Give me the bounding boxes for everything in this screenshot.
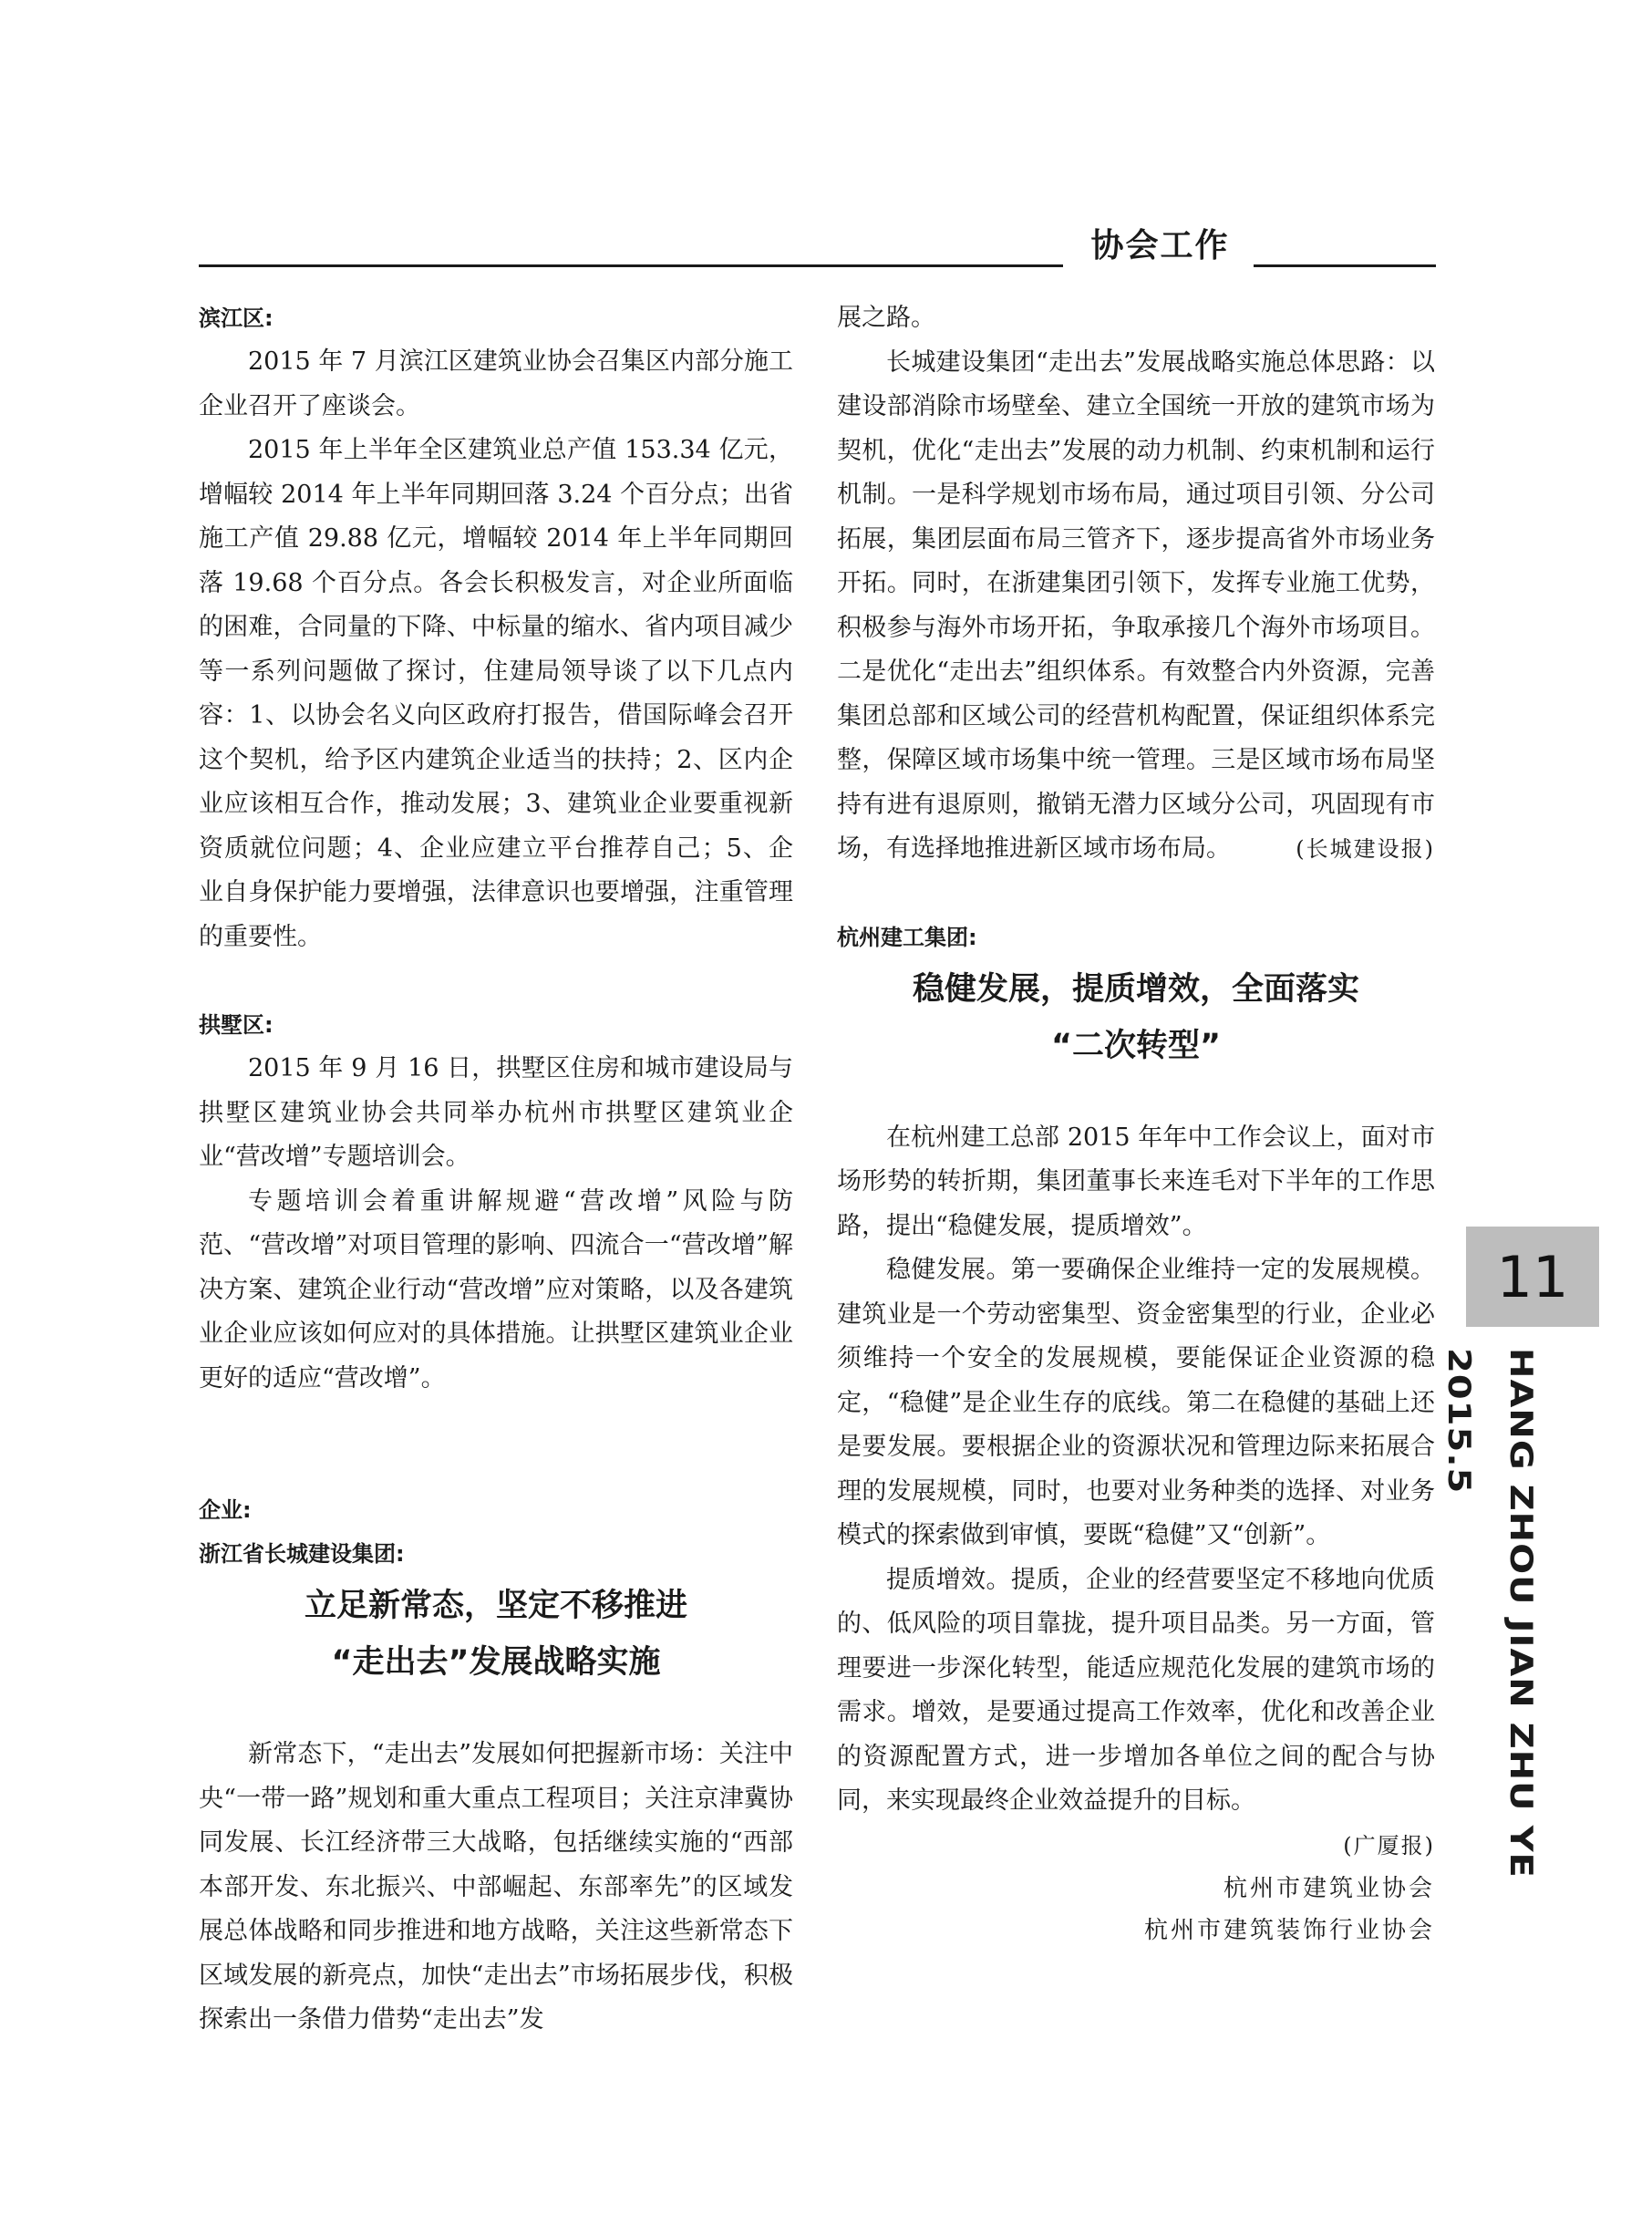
right-column xyxy=(837,296,1435,1952)
gongshu-paragraph-1: 2015 年 9 月 16 日，拱墅区住房和城市建设局与拱墅区建筑业协会共同举办杭州市拱墅区建筑业企业“营改增”专题培训会。 xyxy=(199,1054,793,1171)
binjiang-heading: 滨江区: xyxy=(199,305,274,331)
org-line-1: 杭州市建筑业协会 xyxy=(1223,1875,1435,1902)
jiangong-paragraph-2: 稳健发展。第一要确保企业维持一定的发展规模。建筑业是一个劳动密集型、资金密集型的行业，企业必须维持一个安全的发展规模，要能保证企业资源的稳定，“稳健”是企业生存的底线。第二在稳健的基础上还是要发展。要根据企业的资源状况和管理边际来拓展合理的发展规模，同时，也要对业务种类的选择、对业务模式的探索做到审慎，要既“稳健”又“创新”。 xyxy=(837,1256,1435,1549)
enterprise-heading: 企业: xyxy=(199,1497,252,1523)
jiangong-title-line-1: 稳健发展，提质增效，全面落实 xyxy=(912,970,1359,1008)
section-title: 协会工作 xyxy=(1090,227,1230,264)
header-rule-right xyxy=(1254,264,1436,267)
gongshu-paragraph-2: 专题培训会着重讲解规避“营改增”风险与防范、“营改增”对项目管理的影响、四流合一“营改增”解决方案、建筑企业行动“营改增”应对策略，以及各建筑业企业应该如何应对的具体措施。让拱墅区建筑业企业更好的适应“营改增”。 xyxy=(199,1186,793,1393)
changcheng-paragraph-2-text: 长城建设集团“走出去”发展战略实施总体思路：以建设部消除市场壁垒、建立全国统一开放的建筑市场为契机，优化“走出去”发展的动力机制、约束机制和运行机制。一是科学规划市场布局，通过项目引领、分公司拓展，集团层面布局三管齐下，逐步提高省外市场业务开拓。同时，在浙建集团引领下，发挥专业施工优势，积极参与海外市场开拓，争取承接几个海外市场项目。二是优化“走出去”组织体系。有效整合内外资源，完善集团总部和区域公司的经营机构配置，保证组织体系完整，保障区域市场集中统一管理。三是区域市场布局坚持有进有退原则，撤销无潜力区域分公司，巩固现有市场，有选择地推进新区域市场布局。 xyxy=(837,347,1435,863)
gongshu-heading: 拱墅区: xyxy=(199,1012,274,1038)
changcheng-source: (长城建设报) xyxy=(1296,836,1435,862)
header-rule-left xyxy=(199,264,1063,267)
binjiang-paragraph-2: 2015 年上半年全区建筑业总产值 153.34 亿元，增幅较 2014 年上半年同期回落 3.24 个百分点；出省施工产值 29.88 亿元，增幅较 2014 年上半年同期回落 19.68 个百分点。各会长积极发言，对企业所面临的困难，合同量的下降、中标量的缩水、省内项目减少等一系列问题做了探讨，住建局领导谈了以下几点内容：1、以协会名义向区政府打报告，借国际峰会召开这个契机，给予区内建筑企业适当的扶持；2、区内企业应该相互合作，推动发展；3、建筑业企业要重视新资质就位问题；4、企业应建立平台推荐自己；5、企业自身保护能力要增强，法律意识也要增强，注重管理的重要性。 xyxy=(199,436,793,951)
org-line-2: 杭州市建筑装饰行业协会 xyxy=(1143,1917,1435,1944)
jiangong-heading: 杭州建工集团: xyxy=(837,924,977,950)
binjiang-paragraph-1: 2015 年 7 月滨江区建筑业协会召集区内部分施工企业召开了座谈会。 xyxy=(199,347,793,420)
changcheng-paragraph-1: 新常态下，“走出去”发展如何把握新市场：关注中央“一带一路”规划和重大重点工程项目；关注京津冀协同发展、长江经济带三大战略，包括继续实施的“西部本部开发、东北振兴、中部崛起、东部率先”的区域发展总体战略和同步推进和地方战略，关注这些新常态下区域发展的新亮点，加快“走出去”市场拓展步伐，积极探索出一条借力借势“走出去”发 xyxy=(199,1740,793,2034)
page-number-tab: 11 xyxy=(1466,1227,1599,1327)
left-column xyxy=(199,296,793,2043)
jiangong-title-line-2: “二次转型” xyxy=(1050,1027,1221,1064)
changcheng-title-line-2: “走出去”发展战略实施 xyxy=(331,1644,661,1681)
jiangong-paragraph-3: 提质增效。提质，企业的经营要坚定不移地向优质的、低风险的项目靠拢，提升项目品类。另一方面，管理要进一步深化转型，能适应规范化发展的建筑市场的需求。增效，是要通过提高工作效率，优化和改善企业的资源配置方式，进一步增加各单位之间的配合与协同，来实现最终企业效益提升的目标。 xyxy=(837,1565,1435,1815)
changcheng-heading: 浙江省长城建设集团: xyxy=(199,1541,405,1567)
jiangong-paragraph-1: 在杭州建工总部 2015 年年中工作会议上，面对市场形势的转折期，集团董事长来连毛对下半年的工作思路，提出“稳健发展，提质增效”。 xyxy=(837,1123,1435,1240)
jiangong-source: (广厦报) xyxy=(1343,1832,1435,1858)
changcheng-title-line-1: 立足新常态，坚定不移推进 xyxy=(304,1588,687,1624)
changcheng-continuation: 展之路。 xyxy=(837,304,935,332)
magazine-vertical-title: HANG ZHOU JIAN ZHU YE 2015.5 xyxy=(1440,1348,1539,1879)
changcheng-paragraph-2 xyxy=(837,341,1435,872)
